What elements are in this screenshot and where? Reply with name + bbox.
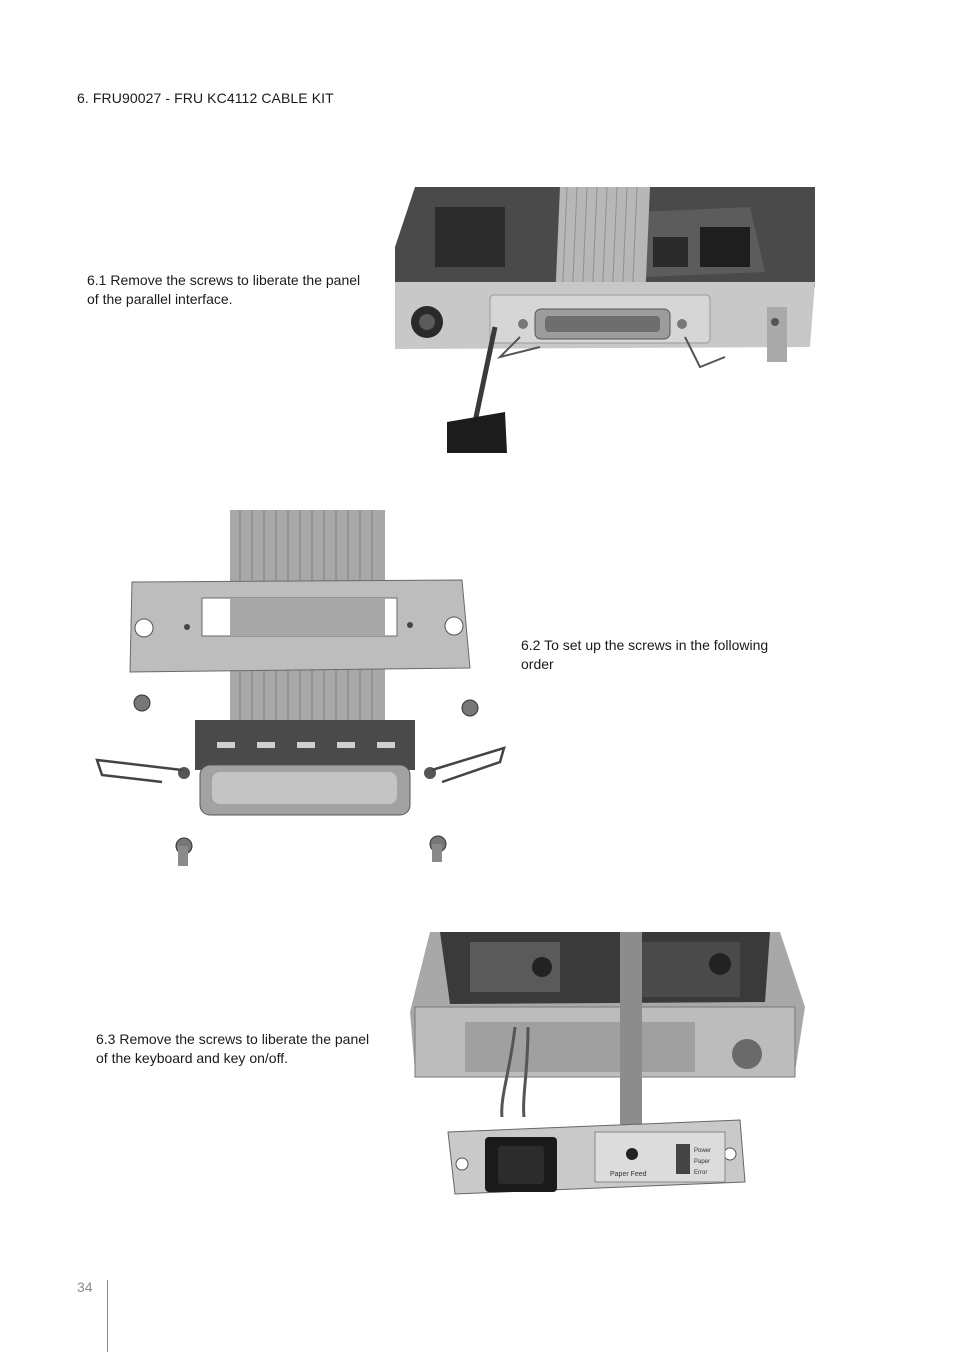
power-label: Power	[694, 1148, 712, 1154]
step-6-2-caption-line2: order	[521, 656, 554, 672]
step-6-2-caption	[521, 636, 768, 674]
page-rule	[107, 1280, 108, 1352]
step-6-1-caption-line2: of the parallel interface.	[87, 291, 233, 307]
step-6-1-photo	[395, 187, 815, 453]
step-6-1-caption-line1: 6.1 Remove the screws to liberate the panel	[87, 272, 361, 288]
step-6-3-caption	[96, 1030, 369, 1068]
paper-label: Paper	[694, 1159, 711, 1165]
error-label: Error	[694, 1170, 708, 1176]
step-6-2-caption-line1: 6.2 To set up the screws in the following	[521, 637, 769, 653]
section-heading: 6. FRU90027 - FRU KC4112 CABLE KIT	[77, 90, 334, 106]
paper-feed-label: Paper Feed	[610, 1171, 647, 1178]
step-6-1-caption	[87, 271, 360, 309]
step-6-2-photo	[92, 510, 510, 872]
step-6-3-photo	[410, 932, 810, 1196]
step-6-3-caption-line2: of the keyboard and key on/off.	[96, 1050, 288, 1066]
step-6-3-caption-line1: 6.3 Remove the screws to liberate the panel	[96, 1031, 370, 1047]
page-number: 34	[77, 1279, 93, 1295]
